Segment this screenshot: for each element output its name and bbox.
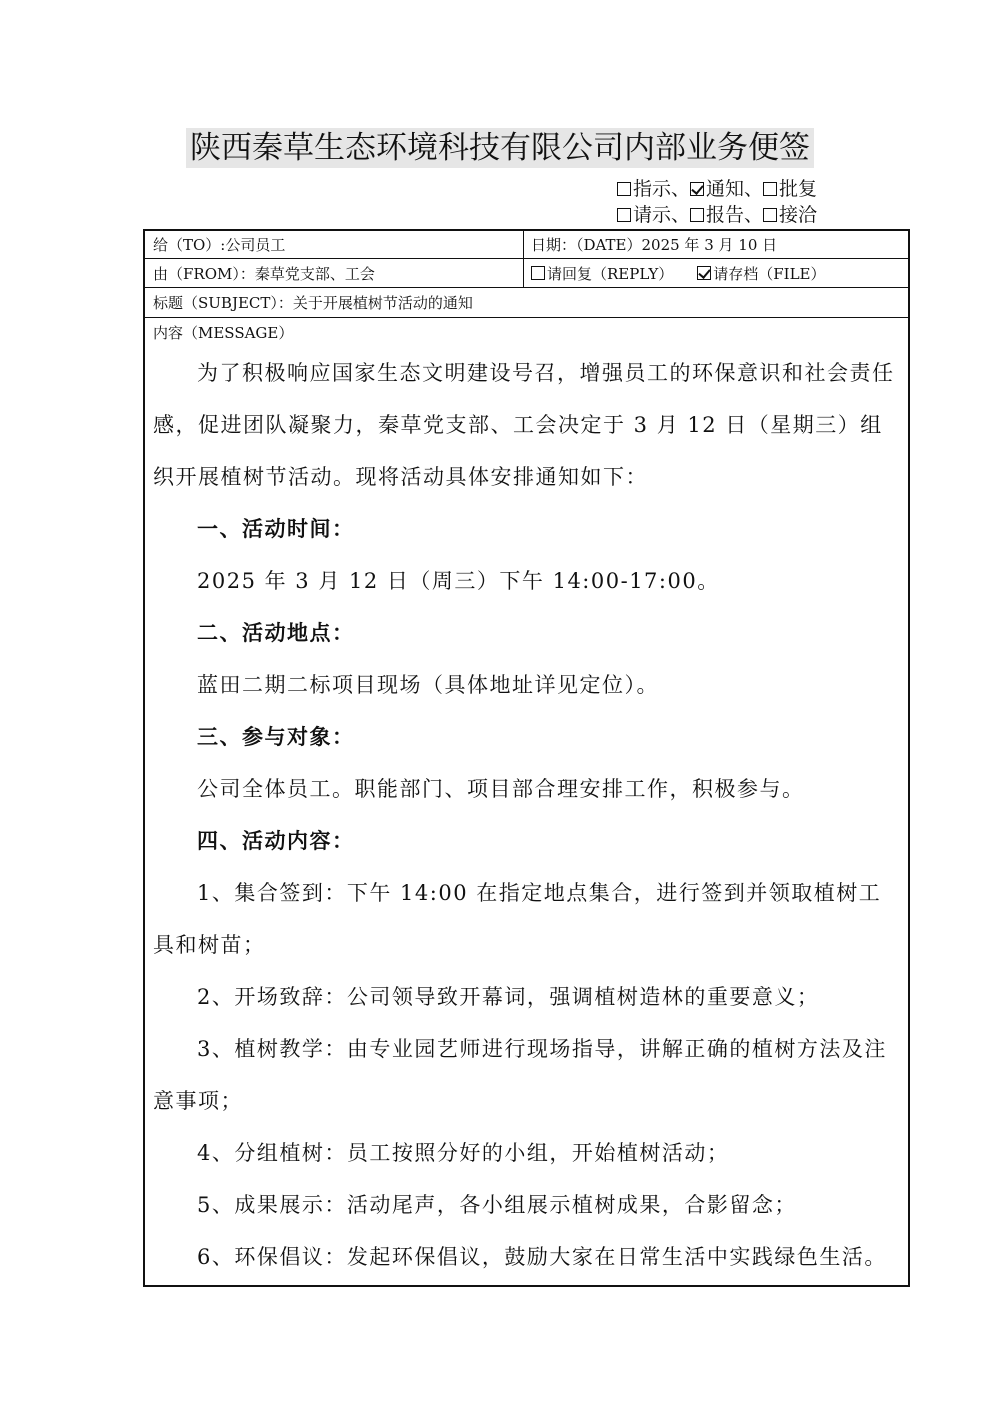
section-heading-time: 一、活动时间：	[197, 517, 355, 541]
row-subject	[145, 288, 908, 318]
checkbox-icon	[617, 208, 631, 222]
type-option-instruct[interactable]	[617, 176, 690, 202]
memo-title: 陕西秦草生态环境科技有限公司内部业务便签	[186, 128, 814, 168]
file-label: 请存档（FILE）	[713, 264, 826, 283]
subject-field: 标题（SUBJECT）：关于开展植树节活动的通知	[153, 294, 473, 312]
reply-label: 请回复（REPLY）	[547, 264, 674, 283]
type-option-report[interactable]	[690, 202, 763, 228]
section-text-participants: 公司全体员工。职能部门、项目部合理安排工作，积极参与。	[197, 777, 805, 801]
list-item: 5、成果展示：活动尾声，各小组展示植树成果，合影留念；	[197, 1193, 797, 1217]
intro-paragraph: 为了积极响应国家生态文明建设号召，增强员工的环保意识和社会责任感，促进团队凝聚力，秦草党支部、工会决定于 3 月 12 日（星期三）组织开展植树节活动。现将活动具体安排通知如下：	[153, 361, 895, 489]
file-option[interactable]	[697, 263, 825, 284]
type-row-1	[617, 176, 817, 202]
message-label: 内容（MESSAGE）	[153, 323, 294, 342]
list-item: 2、开场致辞：公司领导致开幕词，强调植树造林的重要意义；	[197, 985, 820, 1009]
list-item: 4、分组植树：员工按照分好的小组，开始植树活动；	[197, 1141, 730, 1165]
section-heading-participants: 三、参与对象：	[197, 725, 355, 749]
checkbox-icon	[617, 182, 631, 196]
row-from-flags	[145, 259, 908, 288]
document-type-options	[617, 176, 817, 228]
row-to-date	[145, 231, 908, 259]
list-item: 3、植树教学：由专业园艺师进行现场指导，讲解正确的植树方法及注意事项；	[153, 1037, 887, 1113]
flags-cell	[523, 259, 826, 287]
row-message-label	[145, 318, 908, 346]
type-label: 报告、	[706, 204, 764, 226]
section-text-time: 2025 年 3 月 12 日（周三）下午 14:00-17:00。	[197, 569, 720, 593]
type-option-request[interactable]	[617, 202, 690, 228]
checkbox-icon	[697, 266, 711, 280]
section-heading-content: 四、活动内容：	[197, 829, 355, 853]
list-item: 1、集合签到：下午 14:00 在指定地点集合，进行签到并领取植树工具和树苗；	[153, 881, 882, 957]
type-label: 批复	[779, 178, 818, 200]
type-row-2	[617, 202, 817, 228]
section-text-location: 蓝田二期二标项目现场（具体地址详见定位）。	[197, 673, 659, 697]
type-option-approve[interactable]	[763, 176, 817, 202]
to-field: 给（TO）:公司员工	[153, 236, 286, 254]
checkbox-icon	[690, 208, 704, 222]
from-field: 由（FROM）：秦草党支部、工会	[153, 264, 375, 283]
type-option-liaise[interactable]	[763, 202, 817, 228]
type-label: 指示、	[633, 178, 691, 200]
title-area	[0, 128, 1000, 168]
section-heading-location: 二、活动地点：	[197, 621, 355, 645]
type-label: 请示、	[633, 204, 691, 226]
message-body	[145, 347, 908, 1283]
checkbox-icon	[531, 266, 545, 280]
type-label: 通知、	[706, 178, 764, 200]
memo-table	[143, 229, 910, 1287]
checkbox-icon	[690, 182, 704, 196]
checkbox-icon	[763, 182, 777, 196]
date-field: 日期：（DATE）2025 年 3 月 10 日	[531, 236, 778, 254]
type-label: 接洽	[779, 204, 818, 226]
checkbox-icon	[763, 208, 777, 222]
list-item: 6、环保倡议：发起环保倡议，鼓励大家在日常生活中实践绿色生活。	[197, 1245, 887, 1269]
reply-option[interactable]	[531, 263, 673, 284]
type-option-notice[interactable]	[690, 176, 763, 202]
